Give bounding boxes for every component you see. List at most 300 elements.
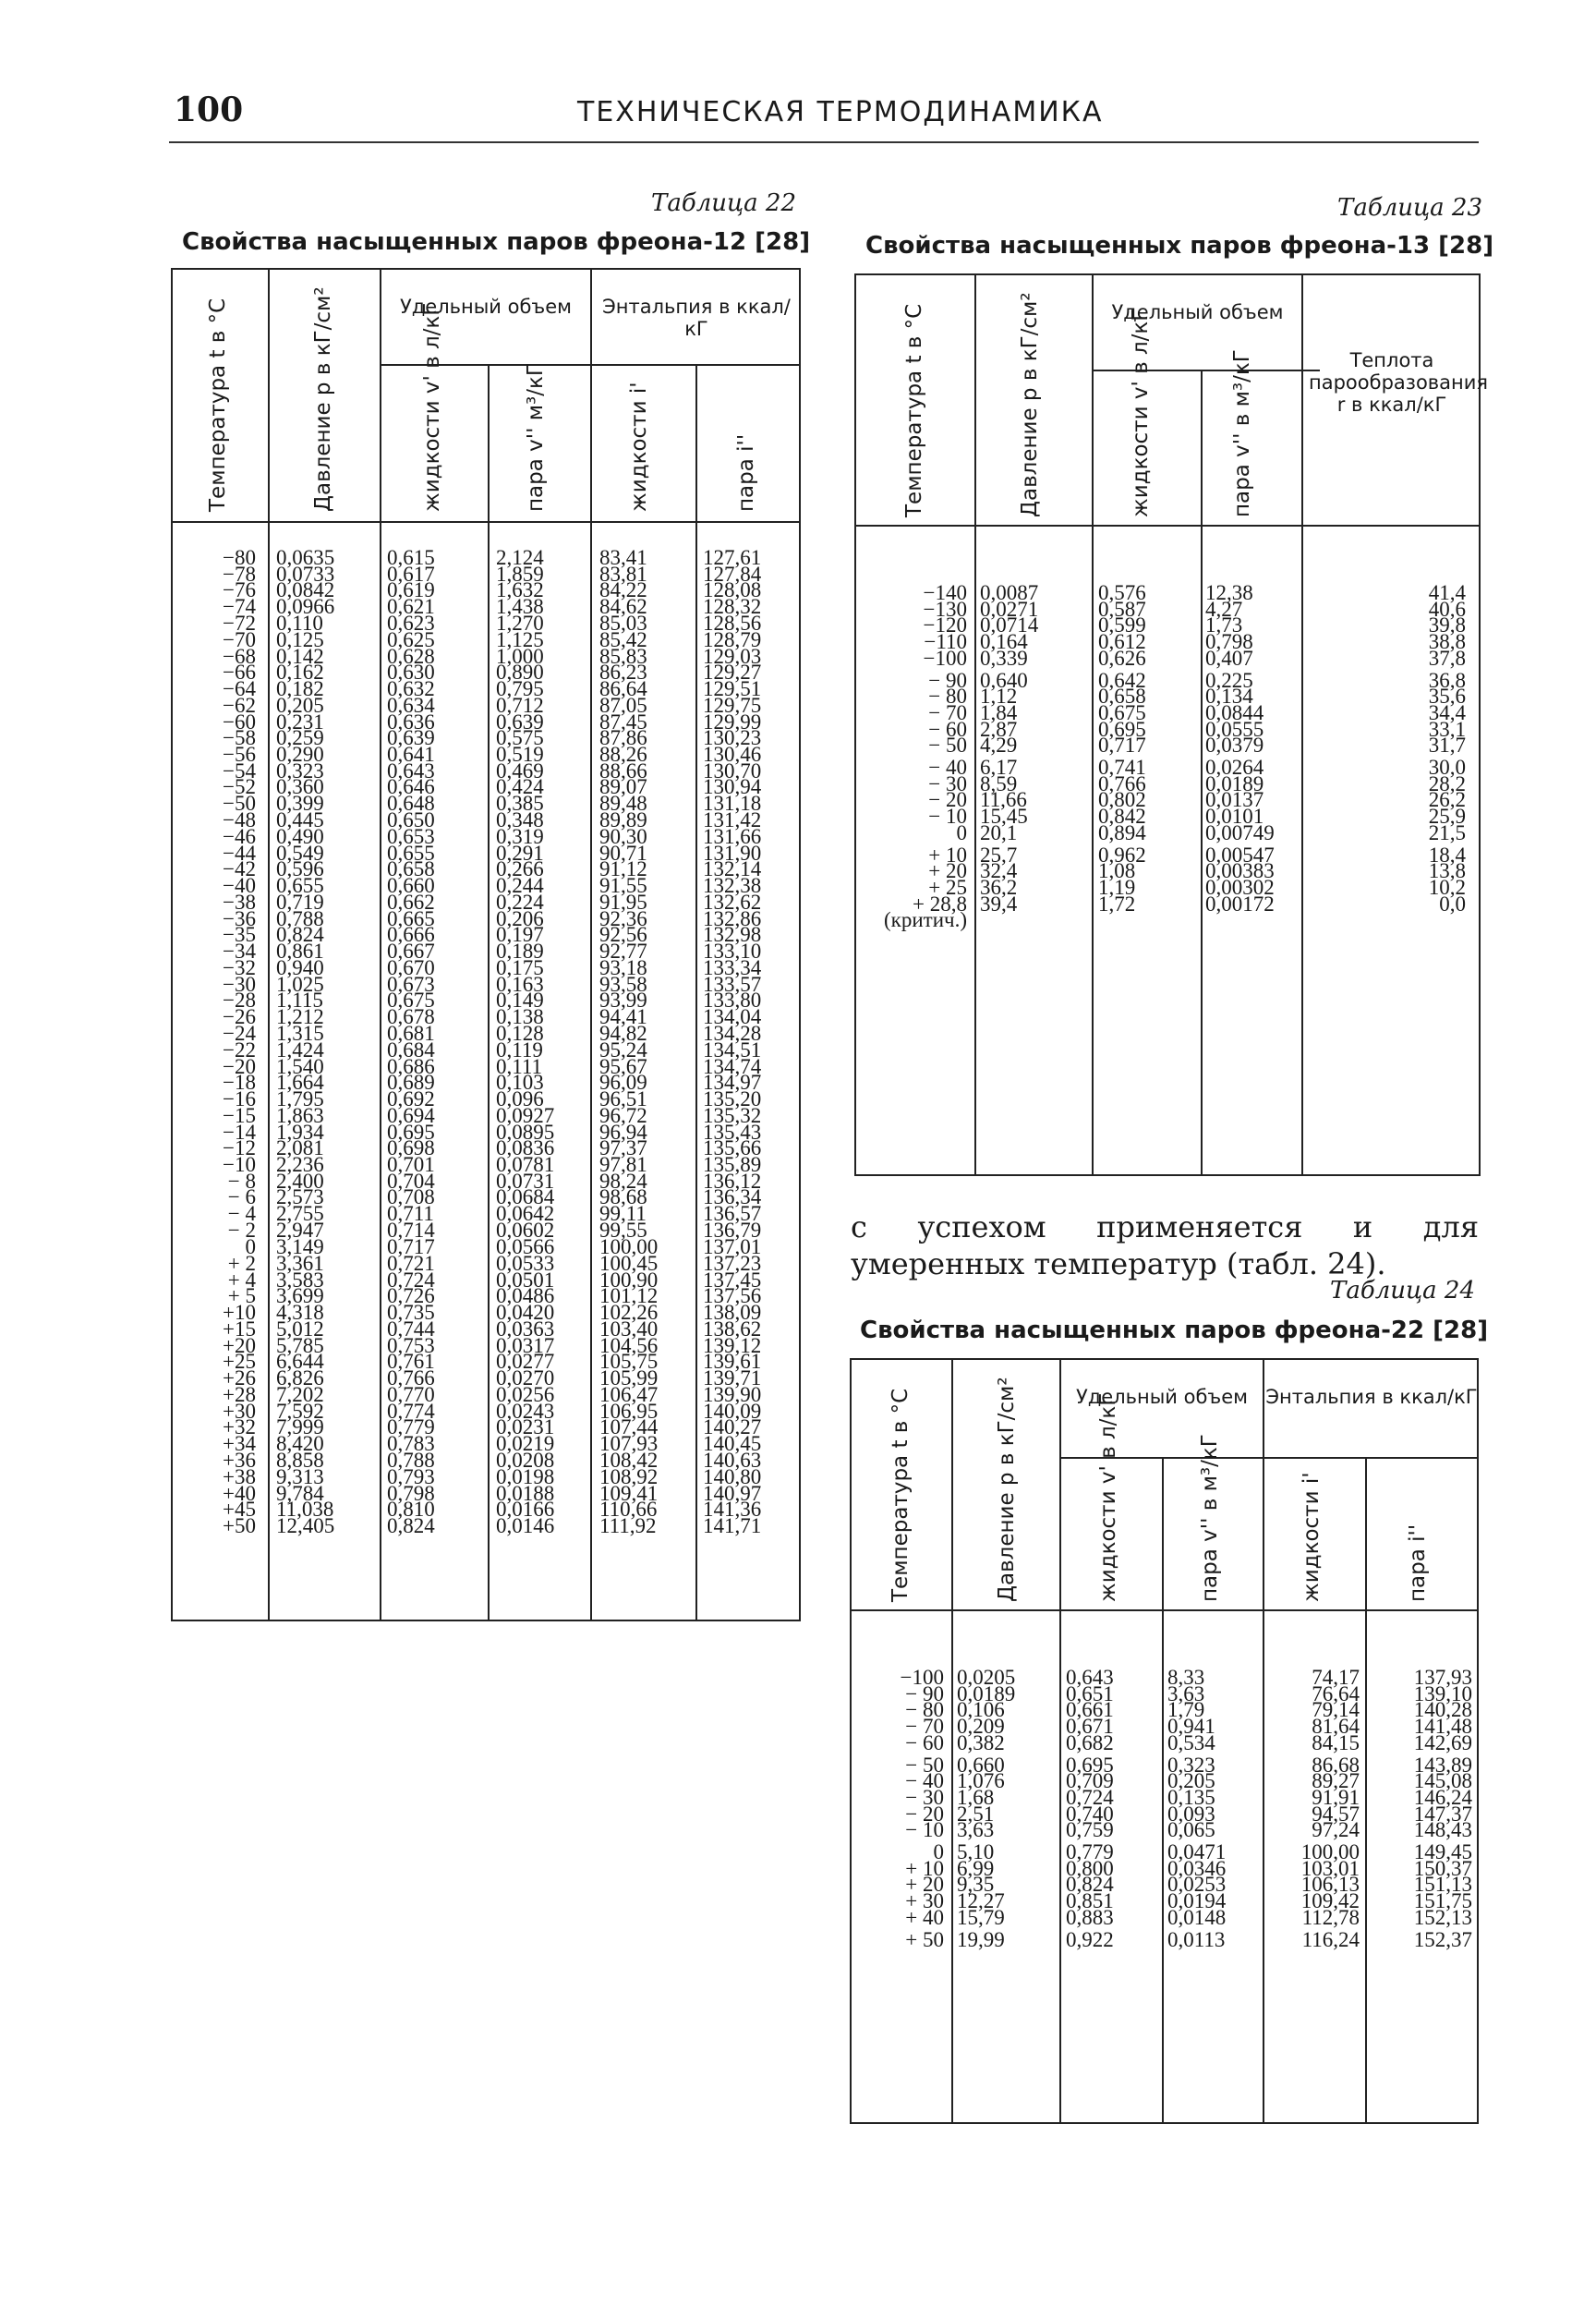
table22-cell: −68: [223, 644, 256, 668]
table24-cell: 152,37: [1413, 1927, 1472, 1951]
table23-col-rule: [1301, 275, 1303, 1174]
table22-cell: 0,138: [496, 1005, 544, 1029]
table22-cell: 0,695: [387, 1120, 435, 1144]
table22-cell: 0,694: [387, 1103, 435, 1127]
table22-cell: 0,0188: [496, 1481, 555, 1505]
table23-cell: 0,798: [1205, 630, 1253, 654]
table22-cell: 0,0533: [496, 1251, 555, 1275]
table22-cell: 0,360: [276, 775, 324, 799]
table22-cell: 0,678: [387, 1005, 435, 1029]
table22-cell: 7,999: [276, 1415, 324, 1439]
table22-cell: 141,36: [703, 1498, 762, 1522]
table22-cell: 0,111: [496, 1054, 543, 1078]
table22-cell: +40: [223, 1481, 256, 1505]
table22-cell: 84,62: [599, 595, 647, 619]
table22-cell: 0,205: [276, 693, 324, 717]
table23-cell: 33,1: [1428, 717, 1466, 741]
table22-cell: 135,20: [703, 1086, 762, 1111]
table22-cell: 0,596: [276, 857, 324, 881]
table24-cell: 76,64: [1312, 1681, 1360, 1705]
table23-cell: − 90: [928, 668, 967, 692]
table24-cell: + 40: [905, 1905, 944, 1929]
table22-cell: 2,400: [276, 1169, 324, 1193]
table22-cell: 0,0642: [496, 1202, 555, 1226]
table23-header-pressure: Давление p в кГ/см²: [1018, 292, 1042, 517]
table23-cell: 0,00172: [1205, 892, 1275, 916]
table22-cell: 5,785: [276, 1333, 324, 1357]
table22-cell: 0,0733: [276, 562, 335, 586]
table23-cell: 1,08: [1098, 859, 1136, 883]
table23-cell: 0,599: [1098, 613, 1146, 637]
table22: [171, 268, 801, 1621]
table23-label: Таблица 23: [1337, 194, 1483, 222]
table23-cell: 0,842: [1098, 805, 1146, 829]
table22-cell: −40: [223, 874, 256, 898]
table22-cell: −18: [223, 1071, 256, 1095]
table22-cell: 83,41: [599, 546, 647, 569]
table22-cell: −50: [223, 792, 256, 816]
table22-cell: 0,619: [387, 578, 435, 602]
table22-cell: 87,05: [599, 693, 647, 717]
table24-cell: 79,14: [1312, 1698, 1360, 1722]
table23-cell: 1,19: [1098, 875, 1136, 899]
table22-cell: 139,61: [703, 1350, 762, 1374]
table22-cell: +50: [223, 1513, 256, 1537]
table22-cell: 0,549: [276, 841, 324, 865]
table23-cell: 0,0189: [1205, 771, 1264, 795]
table24-cell: 0,740: [1066, 1802, 1114, 1826]
table23-cell: + 10: [928, 843, 967, 867]
table22-cell: 0,424: [496, 775, 544, 799]
table22-cell: 0,712: [496, 693, 544, 717]
table22-cell: 0,766: [387, 1366, 435, 1390]
table22-cell: 0,0166: [496, 1498, 555, 1522]
table22-cell: 92,77: [599, 940, 647, 963]
table24-cell: 74,17: [1312, 1666, 1360, 1689]
table22-cell: −52: [223, 775, 256, 799]
table23-cell: − 50: [928, 734, 967, 758]
table24-cell: 81,64: [1312, 1715, 1360, 1739]
table22-cell: 0,224: [496, 890, 544, 914]
table24-cell: 0,0194: [1167, 1889, 1227, 1913]
table22-cell: 0,655: [387, 841, 435, 865]
table22-cell: −60: [223, 710, 256, 734]
table22-cell: −38: [223, 890, 256, 914]
table23-cell: 40,6: [1428, 597, 1466, 621]
table23-cell: 0,0: [1439, 892, 1466, 916]
table22-cell: 0,128: [496, 1021, 544, 1045]
table23-cell: 0,587: [1098, 597, 1146, 621]
table23-cell: (критич.): [884, 908, 967, 932]
table22-cell: 105,75: [599, 1350, 659, 1374]
table22-cell: 7,202: [276, 1382, 324, 1406]
table22-cell: 131,18: [703, 792, 762, 816]
table22-cell: 0,197: [496, 923, 544, 947]
table24-cell: 6,99: [957, 1856, 995, 1880]
table23-header-volume: Удельный объем: [1111, 301, 1284, 323]
table22-header-v-liquid: жидкости v' в л/кГ: [420, 302, 444, 512]
table24-cell: 0,065: [1167, 1818, 1215, 1842]
table23-cell: 0,612: [1098, 630, 1146, 654]
table22-cell: 0,701: [387, 1153, 435, 1176]
table22-cell: 99,55: [599, 1219, 647, 1243]
table24-cell: 0,382: [957, 1730, 1005, 1754]
table22-cell: 0,675: [387, 989, 435, 1013]
table22-cell: 0,142: [276, 644, 324, 668]
table22-cell: 134,04: [703, 1005, 762, 1029]
table24-cell: 86,68: [1312, 1753, 1360, 1777]
table23-cell: − 70: [928, 700, 967, 724]
table23-cell: 37,8: [1428, 646, 1466, 670]
table24-cell: 106,13: [1300, 1873, 1360, 1897]
table22-cell: 0,319: [496, 824, 544, 848]
table23-cell: − 40: [928, 756, 967, 779]
table22-cell: 0,779: [387, 1415, 435, 1439]
table23-header-rule: [856, 525, 1479, 527]
table24-col-rule: [951, 1360, 953, 2122]
table22-cell: −58: [223, 726, 256, 750]
table23-cell: 21,5: [1428, 820, 1466, 844]
table22-cell: 0,684: [387, 1038, 435, 1062]
table22-cell: 139,90: [703, 1382, 762, 1406]
table22-cell: 0,0208: [496, 1448, 555, 1472]
table22-cell: 0,0836: [496, 1136, 555, 1160]
table24-cell: 0,922: [1066, 1927, 1114, 1951]
table22-cell: 0,788: [387, 1448, 435, 1472]
table23-cell: 2,87: [980, 717, 1018, 741]
table22-cell: 140,27: [703, 1415, 762, 1439]
table24-cell: 1,68: [957, 1785, 995, 1809]
table22-cell: 0,162: [276, 661, 324, 685]
table23-cell: 1,73: [1205, 613, 1243, 637]
table22-cell: 0,719: [276, 890, 324, 914]
table22-cell: 134,74: [703, 1054, 762, 1078]
table22-cell: 0,625: [387, 627, 435, 651]
table22-cell: 0,824: [387, 1513, 435, 1537]
table22-cell: 6,644: [276, 1350, 324, 1374]
table24-cell: 150,37: [1413, 1856, 1472, 1880]
table22-cell: 0,793: [387, 1464, 435, 1488]
table24-title: Свойства насыщенных паров фреона-22 [28]: [860, 1317, 1489, 1344]
table22-cell: 0,623: [387, 611, 435, 635]
table22-header-pressure: Давление p в кГ/см²: [311, 286, 335, 512]
table24-cell: 148,43: [1413, 1818, 1472, 1842]
table22-cell: −10: [223, 1153, 256, 1176]
table22-cell: 0,519: [496, 743, 544, 766]
table22-cell: 1,934: [276, 1120, 324, 1144]
table22-cell: 131,66: [703, 824, 762, 848]
table24-cell: 0,323: [1167, 1753, 1215, 1777]
table22-cell: 0,714: [387, 1219, 435, 1243]
table22-cell: 130,23: [703, 726, 762, 750]
table22-cell: 97,81: [599, 1153, 647, 1176]
table23-cell: −130: [923, 597, 967, 621]
table22-cell: 0,681: [387, 1021, 435, 1045]
table22-cell: 133,10: [703, 940, 762, 963]
table22-cell: 0,686: [387, 1054, 435, 1078]
table22-cell: 129,03: [703, 644, 762, 668]
table22-cell: 0,667: [387, 940, 435, 963]
table22-cell: 12,405: [276, 1513, 335, 1537]
table22-cell: 0,0198: [496, 1464, 555, 1488]
table22-cell: 0,175: [496, 956, 544, 979]
table22-header-rule: [173, 521, 799, 523]
table22-cell: 95,67: [599, 1054, 647, 1078]
table22-cell: 0,660: [387, 874, 435, 898]
table23-cell: 0,00383: [1205, 859, 1275, 883]
table24-cell: 100,00: [1300, 1840, 1360, 1863]
table22-cell: −15: [223, 1103, 256, 1127]
table24-cell: 1,79: [1167, 1698, 1205, 1722]
table24-cell: 142,69: [1413, 1730, 1472, 1754]
table24-header-v-liquid: жидкости v' в л/кГ: [1096, 1392, 1120, 1602]
table22-cell: 90,71: [599, 841, 647, 865]
table24-cell: 0,660: [957, 1753, 1005, 1777]
table24-cell: 0,0346: [1167, 1856, 1227, 1880]
table22-cell: +28: [223, 1382, 256, 1406]
table24-cell: 3,63: [1167, 1681, 1205, 1705]
table22-cell: +45: [223, 1498, 256, 1522]
table23-cell: + 28,8: [913, 892, 967, 916]
table24-cell: 0,824: [1066, 1873, 1114, 1897]
table22-cell: 0,0243: [496, 1399, 555, 1423]
table23-cell: 0,658: [1098, 685, 1146, 709]
table22-cell: 1,025: [276, 972, 324, 996]
table24-cell: 143,89: [1413, 1753, 1472, 1777]
table23-cell: 39,8: [1428, 613, 1466, 637]
table22-cell: + 5: [227, 1284, 256, 1308]
table22-cell: 128,32: [703, 595, 762, 619]
table22-cell: 0,673: [387, 972, 435, 996]
table23-cell: 13,8: [1428, 859, 1466, 883]
table22-cell: 127,84: [703, 562, 762, 586]
table22-cell: 0,639: [496, 710, 544, 734]
table22-cell: − 4: [227, 1202, 256, 1226]
table22-cell: 3,699: [276, 1284, 324, 1308]
table22-cell: 100,00: [599, 1235, 659, 1259]
table22-cell: 11,038: [276, 1498, 334, 1522]
table22-title: Свойства насыщенных паров фреона-12 [28]: [182, 228, 811, 256]
table22-header-i-liquid: жидкости i': [627, 382, 651, 512]
table23-title: Свойства насыщенных паров фреона-13 [28]: [865, 232, 1494, 260]
table24-header-i-vapor: пара i'': [1406, 1523, 1430, 1602]
table22-cell: 0,0927: [496, 1103, 555, 1127]
table22-cell: −78: [223, 562, 256, 586]
table22-cell: 7,592: [276, 1399, 324, 1423]
table22-cell: 0,795: [496, 676, 544, 700]
table22-cell: 92,56: [599, 923, 647, 947]
table22-cell: 1,632: [496, 578, 544, 602]
table22-cell: 140,63: [703, 1448, 762, 1472]
table22-cell: 138,62: [703, 1317, 762, 1341]
table23-cell: 0,0714: [980, 613, 1039, 637]
table23-cell: 4,29: [980, 734, 1018, 758]
table22-cell: 0,266: [496, 857, 544, 881]
table22-cell: 0,125: [276, 627, 324, 651]
table24-cell: 0,093: [1167, 1802, 1215, 1826]
table22-cell: −30: [223, 972, 256, 996]
table22-cell: 0,615: [387, 546, 435, 569]
table22-cell: 93,18: [599, 956, 647, 979]
table23-cell: 0,640: [980, 668, 1028, 692]
table24-cell: 84,15: [1312, 1730, 1360, 1754]
table22-cell: 99,11: [599, 1202, 647, 1226]
table22-cell: 85,42: [599, 627, 647, 651]
table23-cell: 25,9: [1428, 805, 1466, 829]
table22-cell: 106,95: [599, 1399, 659, 1423]
table22-header-enthalpy: Энтальпия в ккал/кГ: [602, 296, 791, 341]
table24-cell: 0,724: [1066, 1785, 1114, 1809]
table23-cell: + 20: [928, 859, 967, 883]
table22-cell: 137,56: [703, 1284, 762, 1308]
table22-cell: 0,665: [387, 906, 435, 930]
table23-header-v-liquid: жидкости v' в л/кГ: [1129, 308, 1153, 517]
table22-cell: 96,94: [599, 1120, 647, 1144]
table23-cell: 6,17: [980, 756, 1018, 779]
table22-cell: 95,24: [599, 1038, 647, 1062]
table22-cell: 8,858: [276, 1448, 324, 1472]
table22-cell: 108,42: [599, 1448, 659, 1472]
table22-cell: −76: [223, 578, 256, 602]
table22-cell: 134,97: [703, 1071, 762, 1095]
table24: [850, 1358, 1479, 2124]
table22-cell: 0,0256: [496, 1382, 555, 1406]
table22-cell: 0,770: [387, 1382, 435, 1406]
table22-cell: 94,82: [599, 1021, 647, 1045]
table22-cell: 0,639: [387, 726, 435, 750]
table23-cell: 11,66: [980, 788, 1027, 812]
table24-cell: − 20: [905, 1802, 944, 1826]
table23-cell: −100: [923, 646, 967, 670]
table22-cell: 98,68: [599, 1185, 647, 1209]
table24-cell: 0,651: [1066, 1681, 1114, 1705]
table22-cell: +32: [223, 1415, 256, 1439]
table23-cell: 30,0: [1428, 756, 1466, 779]
table24-cell: 2,51: [957, 1802, 995, 1826]
table22-cell: 132,14: [703, 857, 762, 881]
table23-cell: 39,4: [980, 892, 1018, 916]
table22-col-rule: [695, 364, 697, 1620]
table22-cell: 97,37: [599, 1136, 647, 1160]
table22-cell: 91,12: [599, 857, 647, 881]
table22-cell: 100,90: [599, 1268, 659, 1292]
table23-cell: 0,0101: [1205, 805, 1264, 829]
table23-cell: 4,27: [1205, 597, 1243, 621]
table22-cell: 0,641: [387, 743, 435, 766]
table24-cell: 0,671: [1066, 1715, 1114, 1739]
table22-cell: 6,826: [276, 1366, 324, 1390]
table23-cell: 0,894: [1098, 820, 1146, 844]
table22-cell: 98,24: [599, 1169, 647, 1193]
table22-cell: 89,48: [599, 792, 647, 816]
table24-header-temp: Температура t в °C: [889, 1388, 913, 1602]
table22-cell: 2,755: [276, 1202, 324, 1226]
table22-cell: 129,99: [703, 710, 762, 734]
table22-cell: 0,744: [387, 1317, 435, 1341]
table22-cell: 9,784: [276, 1481, 324, 1505]
table23-cell: − 30: [928, 771, 967, 795]
table24-header-enthalpy: Энтальпия в ккал/кГ: [1265, 1386, 1478, 1408]
table23-col-rule: [974, 275, 976, 1174]
table22-cell: 0,163: [496, 972, 544, 996]
table22-cell: 139,12: [703, 1333, 762, 1357]
table22-cell: −48: [223, 808, 256, 832]
table22-cell: 0,861: [276, 940, 324, 963]
table24-cell: 149,45: [1413, 1840, 1472, 1863]
table22-cell: 0,692: [387, 1086, 435, 1111]
table22-cell: 2,947: [276, 1219, 324, 1243]
table22-cell: 1,664: [276, 1071, 324, 1095]
table22-cell: 109,41: [599, 1481, 659, 1505]
table23-cell: 0,695: [1098, 717, 1146, 741]
table23-cell: 41,4: [1428, 581, 1466, 604]
table22-cell: 130,46: [703, 743, 762, 766]
table22-cell: 135,66: [703, 1136, 762, 1160]
table22-cell: 0,0146: [496, 1513, 555, 1537]
table24-cell: + 20: [905, 1873, 944, 1897]
table22-cell: 1,000: [496, 644, 544, 668]
table22-cell: 105,99: [599, 1366, 659, 1390]
table24-cell: − 80: [905, 1698, 944, 1722]
table24-cell: 3,63: [957, 1818, 995, 1842]
table22-cell: 0,646: [387, 775, 435, 799]
table22-header-v-vapor: пара v'' м³/кГ: [524, 363, 548, 512]
table24-cell: 0,0471: [1167, 1840, 1227, 1863]
table24-cell: 5,10: [957, 1840, 995, 1863]
table22-cell: −44: [223, 841, 256, 865]
table22-cell: 0,399: [276, 792, 324, 816]
table22-cell: −16: [223, 1086, 256, 1111]
table22-cell: 0,0277: [496, 1350, 555, 1374]
table22-cell: 0,0219: [496, 1432, 555, 1456]
table24-cell: 0,534: [1167, 1730, 1215, 1754]
table22-cell: 96,51: [599, 1086, 647, 1111]
table22-cell: 0,634: [387, 693, 435, 717]
table23-header-v-vapor: пара v'' в м³/кГ: [1230, 349, 1254, 517]
table22-cell: 0,0270: [496, 1366, 555, 1390]
table24-cell: 0,0148: [1167, 1905, 1227, 1929]
table24-cell: 109,42: [1300, 1889, 1360, 1913]
table22-cell: 5,012: [276, 1317, 324, 1341]
table22-col-rule: [488, 364, 490, 1620]
table23-cell: − 10: [928, 805, 967, 829]
table22-cell: 0,348: [496, 808, 544, 832]
table23-cell: − 20: [928, 788, 967, 812]
table22-cell: 0,469: [496, 759, 544, 783]
table22-cell: −35: [223, 923, 256, 947]
table22-col-rule: [590, 270, 592, 1620]
table22-cell: 135,43: [703, 1120, 762, 1144]
table23-cell: 1,72: [1098, 892, 1136, 916]
table23-cell: 0,717: [1098, 734, 1146, 758]
table22-cell: 0,096: [496, 1086, 544, 1111]
table22-cell: 0,698: [387, 1136, 435, 1160]
table23-cell: 15,45: [980, 805, 1028, 829]
table22-cell: 0,149: [496, 989, 544, 1013]
table22-cell: 0,259: [276, 726, 324, 750]
table22-cell: 0,0231: [496, 1415, 555, 1439]
table22-cell: 0,636: [387, 710, 435, 734]
table24-cell: 12,27: [957, 1889, 1005, 1913]
table22-cell: 103,40: [599, 1317, 659, 1341]
table22-cell: 93,99: [599, 989, 647, 1013]
table22-cell: −22: [223, 1038, 256, 1062]
table22-cell: 0,290: [276, 743, 324, 766]
table22-cell: 2,236: [276, 1153, 324, 1176]
table22-cell: 128,56: [703, 611, 762, 635]
table24-cell: −100: [900, 1666, 944, 1689]
table22-cell: 0,721: [387, 1251, 435, 1275]
